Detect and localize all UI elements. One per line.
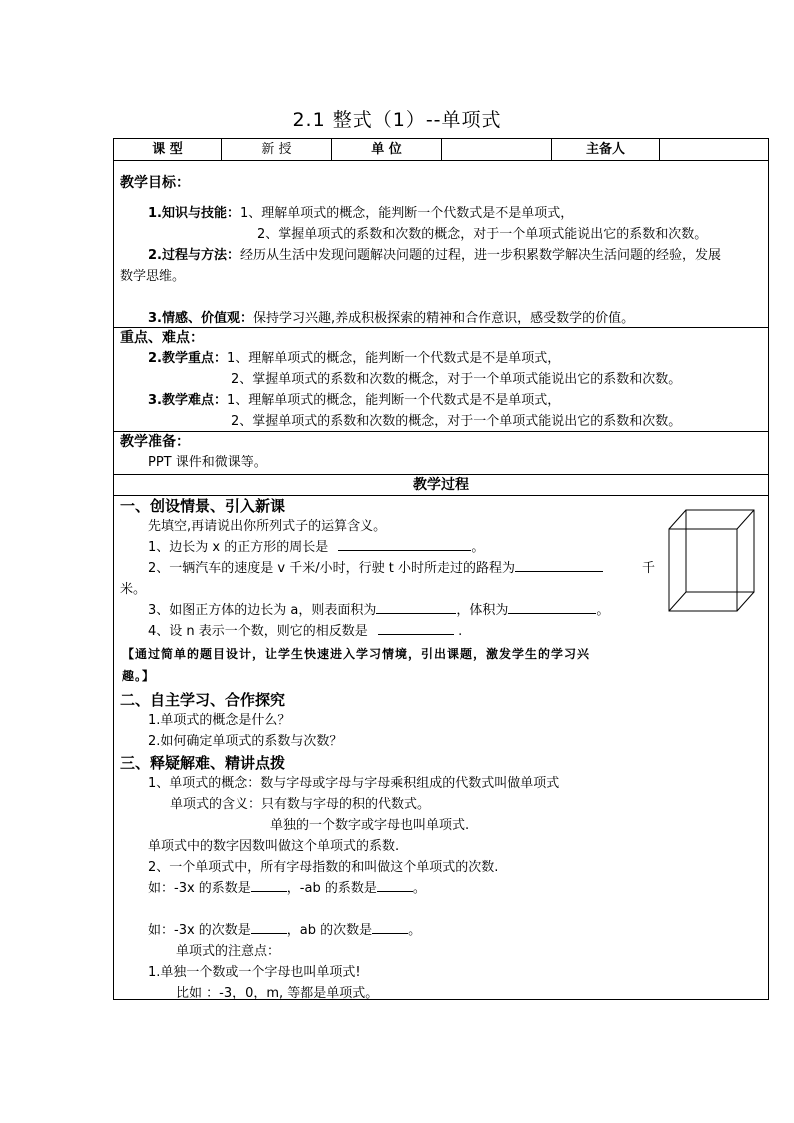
- coefficient-blank-2: [377, 879, 413, 892]
- header-lesson-type-label: 课 型: [114, 139, 222, 160]
- degree-blank-2: [372, 921, 408, 934]
- design-note-line-1: 【通过简单的题目设计，让学生快速进入学习情境，引出课题，激发学生的学习兴: [122, 647, 591, 661]
- section-3-line-4: 单项式中的数字因数叫做这个单项式的系数.: [148, 839, 400, 854]
- keypoints-heading: 重点、难点：: [120, 330, 204, 346]
- objectives-heading: 教学目标：: [120, 175, 190, 191]
- question-1: 1、边长为 x 的正方形的周长是: [148, 540, 329, 555]
- knowledge-line-1: 1、理解单项式的概念，能判断一个代数式是不是单项式，: [239, 206, 574, 221]
- question-3-end: 。: [596, 603, 610, 618]
- cube-back-face: [686, 510, 754, 592]
- emotion-line-1: 保持学习兴趣,养成积极探索的精神和合作意识，感受数学的价值。: [252, 311, 635, 326]
- header-unit-label: 单 位: [332, 139, 442, 160]
- knowledge-label: 1.知识与技能：: [148, 206, 240, 221]
- section-2-question-2: 2.如何确定单项式的系数与次数？: [148, 734, 343, 749]
- header-author-value: [660, 139, 768, 160]
- section-3-line-6-part-a: 如：-3x 的系数是: [148, 881, 251, 896]
- section-3-line-9: 1.单独一个数或一个字母也叫单项式!: [148, 965, 361, 980]
- process-line-2: 数学思维。: [120, 269, 186, 284]
- prep-section: [114, 432, 768, 475]
- section-3-line-8: 单项式的注意点：: [176, 944, 281, 959]
- process-heading: 教学过程: [413, 477, 469, 493]
- section-3-line-5: 2、一个单项式中，所有字母指数的和叫做这个单项式的次数.: [148, 860, 499, 875]
- key-points-line-1: 1、理解单项式的概念，能判断一个代数式是不是单项式，: [226, 351, 561, 366]
- section-3-line-3: 单独的一个数字或字母也叫单项式.: [270, 818, 470, 833]
- process-label: 2.过程与方法：: [148, 248, 240, 263]
- header-lesson-type-value: 新 授: [222, 139, 332, 160]
- process-heading-row: [114, 475, 768, 496]
- design-note-line-2: 趣。】: [122, 669, 156, 683]
- key-points-line-2: 2、掌握单项式的系数和次数的概念，对于一个单项式能说出它的系数和次数。: [231, 372, 682, 387]
- question-3-part-b: ，体积为: [456, 603, 509, 618]
- section-3-line-7-end: 。: [408, 923, 422, 938]
- section-3-line-10: 比如 ：-3，0，m, 等都是单项式。: [176, 986, 379, 1001]
- header-row: [114, 139, 768, 161]
- question-4-end: .: [458, 624, 463, 639]
- question-2-blank: [515, 559, 603, 572]
- emotion-label: 3.情感、价值观：: [148, 311, 253, 326]
- section-1-title: 一、创设情景、引入新课: [120, 497, 286, 515]
- question-2-end: 千: [642, 561, 656, 576]
- question-4: 4、设 n 表示一个数，则它的相反数是: [148, 624, 368, 639]
- section-3-line-2: 单项式的含义：只有数与字母的积的代数式。: [170, 797, 431, 812]
- difficult-points-label: 3.教学难点：: [148, 393, 227, 408]
- question-3-blank-2: [508, 601, 596, 614]
- lesson-plan-table: [113, 138, 769, 1000]
- question-3-part-a: 3、如图正方体的边长为 a，则表面积为: [148, 603, 377, 618]
- section-3-line-1: 1、单项式的概念：数与字母或字母与字母乘积组成的代数式叫做单项式: [148, 776, 560, 791]
- process-line-1: 经历从生活中发现问题解决问题的过程，进一步积累数学解决生活问题的经验，发展: [239, 248, 721, 263]
- section-2-question-1: 1.单项式的概念是什么？: [148, 713, 291, 728]
- section-1-intro: 先填空,再请说出你所列式子的运算含义。: [148, 519, 387, 534]
- section-3-line-6-end: 。: [412, 881, 426, 896]
- prep-text: PPT 课件和微课等。: [148, 455, 267, 470]
- section-2-title: 二、自主学习、合作探究: [120, 691, 286, 709]
- question-4-blank: [378, 622, 454, 635]
- degree-blank-1: [251, 921, 287, 934]
- difficult-points-line-2: 2、掌握单项式的系数和次数的概念，对于一个单项式能说出它的系数和次数。: [231, 414, 682, 429]
- question-3-blank-1: [376, 601, 456, 614]
- header-author-label: 主备人: [552, 139, 660, 160]
- section-3-line-7-part-b: ，ab 的次数是: [286, 923, 373, 938]
- prep-heading: 教学准备：: [120, 434, 190, 450]
- question-1-end: 。: [471, 540, 485, 555]
- question-2: 2、一辆汽车的速度是 v 千米/小时，行驶 t 小时所走过的路程为: [148, 561, 515, 576]
- coefficient-blank-1: [251, 879, 287, 892]
- section-3-line-6-part-b: ，-ab 的系数是: [286, 881, 377, 896]
- question-2-continued: 米。: [120, 582, 147, 597]
- page-title: 2.1 整式（1）--单项式: [292, 109, 502, 131]
- section-3-line-7-part-a: 如：-3x 的次数是: [148, 923, 251, 938]
- difficult-points-line-1: 1、理解单项式的概念，能判断一个代数式是不是单项式，: [226, 393, 561, 408]
- header-unit-value: [442, 139, 552, 160]
- key-points-label: 2.教学重点：: [148, 351, 227, 366]
- section-3-title: 三、释疑解难、精讲点拨: [120, 754, 286, 772]
- cube-front-face: [669, 529, 737, 611]
- question-1-blank: [338, 538, 471, 551]
- cube-figure: [666, 507, 758, 617]
- keypoints-section: [114, 328, 768, 432]
- knowledge-line-2: 2、掌握单项式的系数和次数的概念，对于一个单项式能说出它的系数和次数。: [257, 227, 708, 242]
- objectives-section: [114, 161, 768, 328]
